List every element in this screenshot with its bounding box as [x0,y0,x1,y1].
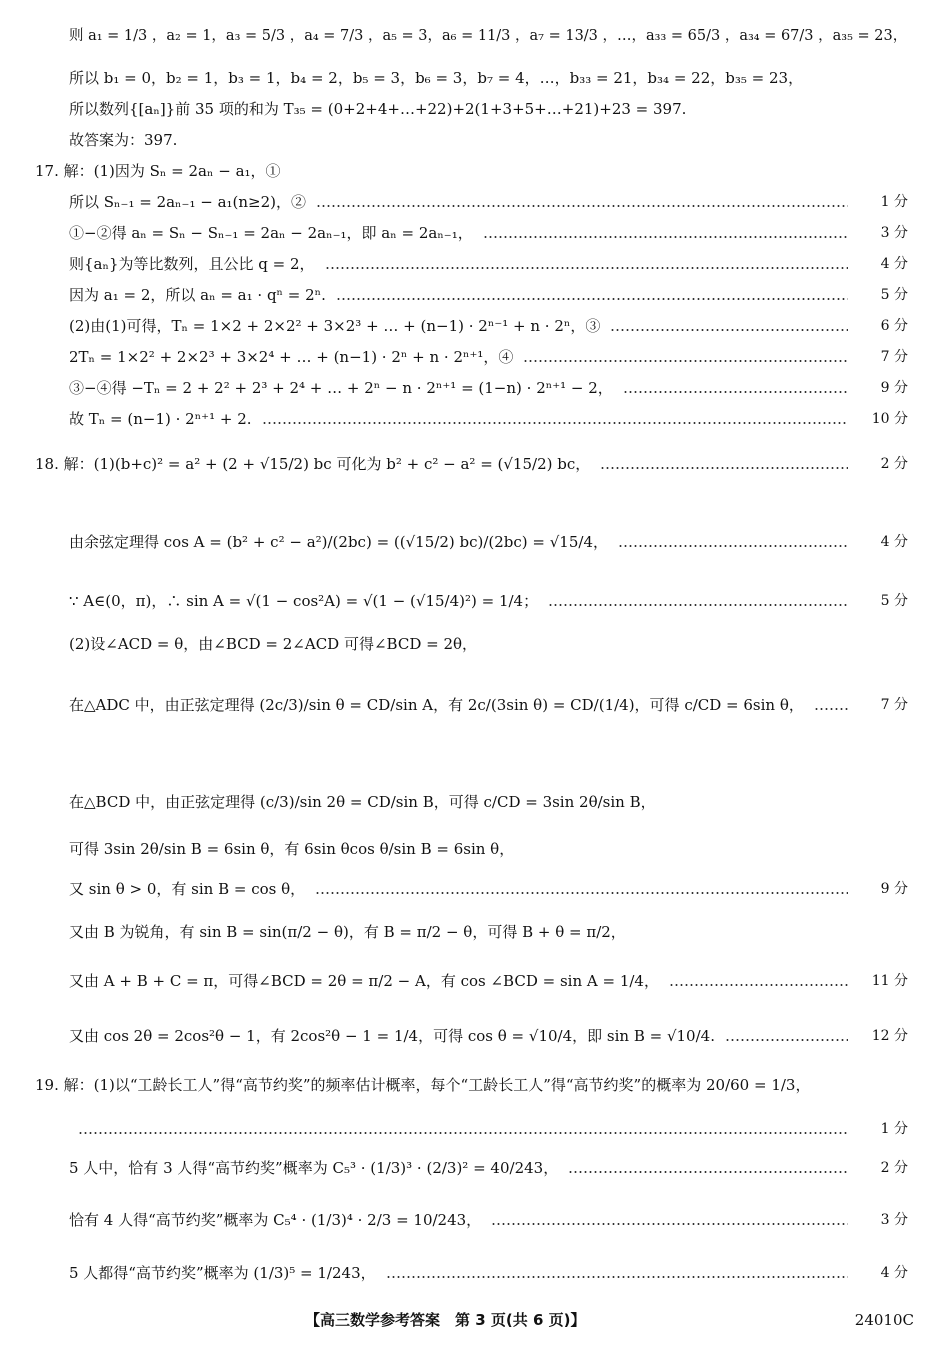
score-marker: 2 分 [880,456,908,472]
dot-leader [568,1171,848,1173]
dot-leader [523,360,848,362]
score-marker: 10 分 [871,411,908,427]
line-text: ①−②得 aₙ = Sₙ − Sₙ₋₁ = 2aₙ − 2aₙ₋₁，即 aₙ = 2aₙ₋₁， [69,224,473,242]
line-text: 因为 a₁ = 2，所以 aₙ = a₁ · qⁿ = 2ⁿ. [69,286,326,304]
score-marker: 3 分 [880,1212,908,1228]
footer-title: 【高三数学参考答案 第 3 页(共 6 页)】 [305,1311,586,1329]
line-text: (2)设∠ACD = θ，由∠BCD = 2∠ACD 可得∠BCD = 2θ， [69,635,478,653]
dot-leader [600,467,848,469]
answer-line [0,314,950,338]
line-text: 在△BCD 中，由正弦定理得 (c/3)/sin 2θ = CD/sin B，可得 c/CD = 3sin 2θ/sin B， [69,793,656,811]
line-text: 17. 解：(1)因为 Sₙ = 2aₙ − a₁，① [35,162,281,180]
answer-line [0,693,950,717]
line-text: 故答案为：397. [69,131,178,149]
dot-leader [483,236,848,238]
line-text: 在△ADC 中，由正弦定理得 (2c/3)/sin θ = CD/sin A，有 2c/(3sin θ) = CD/(1/4)，可得 c/CD = 6sin θ， [69,696,804,714]
score-marker: 7 分 [880,349,908,365]
dot-leader [725,1039,848,1041]
answer-line [0,66,950,90]
answer-line [0,221,950,245]
answer-line [0,632,950,656]
score-marker: 4 分 [880,1265,908,1281]
line-text: 恰有 4 人得“高节约奖”概率为 C₅⁴ · (1/3)⁴ · 2/3 = 10/243， [69,1211,482,1229]
score-marker: 7 分 [880,697,908,713]
answer-line [0,407,950,431]
line-text: 18. 解：(1)(b+c)² = a² + (2 + √15/2) bc 可化为 b² + c² − a² = (√15/2) bc， [35,455,591,473]
score-marker: 6 分 [880,318,908,334]
answer-line [0,252,950,276]
score-marker: 11 分 [871,973,908,989]
line-text: 由余弦定理得 cos A = (b² + c² − a²)/(2bc) = ((√15/2) bc)/(2bc) = √15/4， [69,533,608,551]
score-marker: 4 分 [880,534,908,550]
dot-leader [610,329,848,331]
line-text: 19. 解：(1)以“工龄长工人”得“高节约奖”的频率估计概率，每个“工龄长工人”得“高节约奖”的概率为 20/60 = 1/3， [35,1076,811,1094]
line-text: 所以数列{[aₙ]}前 35 项的和为 T₃₅ = (0+2+4+…+22)+2(1+3+5+…+21)+23 = 397. [69,100,687,118]
answer-line [0,1117,950,1141]
answer-line [0,790,950,814]
line-text: 又由 A + B + C = π，可得∠BCD = 2θ = π/2 − A，有 cos ∠BCD = sin A = 1/4， [69,972,659,990]
answer-line [0,877,950,901]
score-marker: 9 分 [880,380,908,396]
dot-leader [669,984,848,986]
answer-line [0,345,950,369]
line-text: 则 a₁ = 1/3 ，a₂ = 1，a₃ = 5/3 ，a₄ = 7/3 ，a₅ = 3，a₆ = 11/3 ，a₇ = 13/3 ，…，a₃₃ = 65/3 ，a₃₄ = 67/3 ，a₃₅ = 23， [69,28,908,44]
line-text: 所以 b₁ = 0，b₂ = 1，b₃ = 1，b₄ = 2，b₅ = 3，b₆ = 3，b₇ = 4，…，b₃₃ = 21，b₃₄ = 22，b₃₅ = 23， [69,69,804,87]
score-marker: 2 分 [880,1160,908,1176]
dot-leader [78,1132,848,1134]
answer-line [0,1261,950,1285]
line-text: 5 人都得“高节约奖”概率为 (1/3)⁵ = 1/243， [69,1264,376,1282]
answer-line [0,190,950,214]
line-text: 2Tₙ = 1×2² + 2×2³ + 3×2⁴ + … + (n−1) · 2ⁿ + n · 2ⁿ⁺¹，④ [69,348,514,366]
line-text: 则{aₙ}为等比数列，且公比 q = 2， [69,255,315,273]
answer-line [0,920,950,944]
dot-leader [386,1276,848,1278]
answer-line [0,530,950,554]
score-marker: 1 分 [880,1121,908,1137]
line-text: 所以 Sₙ₋₁ = 2aₙ₋₁ − a₁(n≥2)，② [69,193,307,211]
dot-leader [336,298,848,300]
footer-code: 24010C [854,1311,914,1329]
dot-leader [548,604,848,606]
dot-leader [618,545,848,547]
line-text: ∵ A∈(0，π)，∴ sin A = √(1 − cos²A) = √(1 − (√15/4)²) = 1/4； [69,592,539,610]
score-marker: 3 分 [880,225,908,241]
dot-leader [315,892,848,894]
answer-line [0,1024,950,1048]
answer-line [0,283,950,307]
answer-line [0,1208,950,1232]
line-text: 故 Tₙ = (n−1) · 2ⁿ⁺¹ + 2. [69,410,252,428]
line-text: 可得 3sin 2θ/sin B = 6sin θ，有 6sin θcos θ/sin B = 6sin θ， [69,840,515,858]
answer-line [0,969,950,993]
score-marker: 1 分 [880,194,908,210]
answer-line [0,24,950,48]
line-text: 又由 cos 2θ = 2cos²θ − 1，有 2cos²θ − 1 = 1/4，可得 cos θ = √10/4，即 sin B = √10/4. [69,1027,715,1045]
dot-leader [814,708,848,710]
dot-leader [262,422,848,424]
line-text: ③−④得 −Tₙ = 2 + 2² + 2³ + 2⁴ + … + 2ⁿ − n · 2ⁿ⁺¹ = (1−n) · 2ⁿ⁺¹ − 2， [69,379,613,397]
answer-line [0,97,950,121]
score-marker: 4 分 [880,256,908,272]
answer-line [0,589,950,613]
score-marker: 12 分 [871,1028,908,1044]
answer-line [0,837,950,861]
line-text: 5 人中，恰有 3 人得“高节约奖”概率为 C₅³ · (1/3)³ · (2/3)² = 40/243， [69,1159,559,1177]
answer-line [0,1073,950,1097]
dot-leader [491,1223,848,1225]
answer-line [0,1156,950,1180]
line-text: 又由 B 为锐角，有 sin B = sin(π/2 − θ)，有 B = π/2 − θ，可得 B + θ = π/2， [69,923,626,941]
answer-line [0,376,950,400]
dot-leader [316,205,848,207]
score-marker: 5 分 [880,593,908,609]
score-marker: 9 分 [880,881,908,897]
dot-leader [325,267,848,269]
dot-leader [623,391,848,393]
answer-line [0,452,950,476]
score-marker: 5 分 [880,287,908,303]
answer-line [0,159,950,183]
line-text: (2)由(1)可得，Tₙ = 1×2 + 2×2² + 3×2³ + … + (n−1) · 2ⁿ⁻¹ + n · 2ⁿ，③ [69,317,601,335]
line-text: 又 sin θ > 0，有 sin B = cos θ， [69,880,306,898]
answer-line [0,128,950,152]
